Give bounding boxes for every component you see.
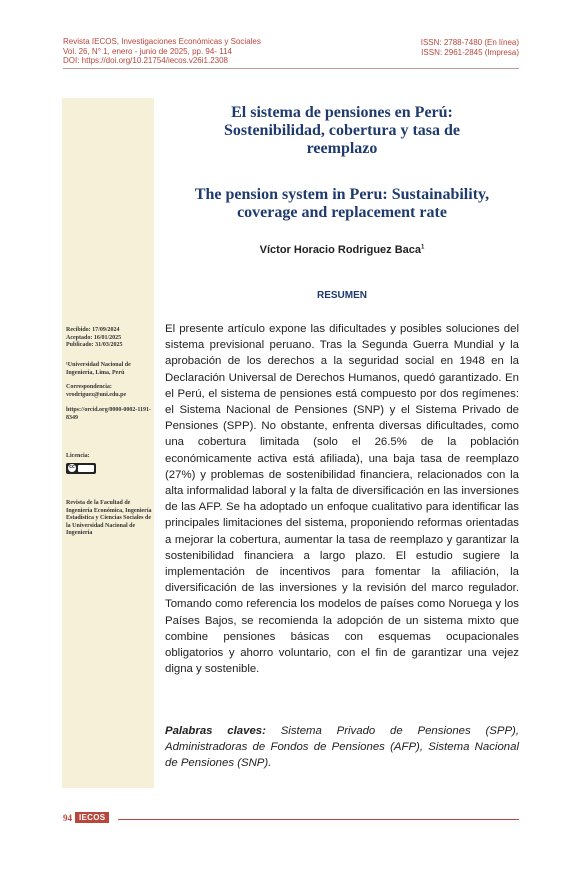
author-name: Víctor Horacio Rodriguez Baca: [259, 244, 422, 256]
title-english: [165, 186, 519, 222]
correspondence-email[interactable]: vrodriguez@uni.edu.pe: [66, 391, 127, 398]
received-date: Recibido: 17/09/2024: [66, 327, 120, 333]
accepted-date: Aceptado: 16/01/2025: [66, 334, 122, 341]
issn-print: ISSN: 2961-2845 (Impresa): [421, 47, 519, 57]
running-header-right: [421, 38, 519, 57]
publisher-text: Revista de la Facultad de Ingeniería Económica, Ingeniería Estadística y Ciencias Sociales de la Universidad Nacional de Ingeniería: [66, 500, 152, 536]
title-es-line: Sostenibilidad, cobertura y tasa de: [223, 122, 460, 139]
sidebar-publisher: [66, 500, 154, 538]
cc-license-badge[interactable]: [66, 463, 96, 474]
affiliation-text: ¹Universidad Nacional de Ingeniería, Lima, Perú: [66, 362, 131, 376]
volume-info: Vol. 26, N° 1, enero - junio de 2025, pp. 94- 114: [63, 46, 232, 56]
title-es-line: El sistema de pensiones en Perú:: [231, 104, 453, 121]
title-es-line: reemplazo: [306, 140, 378, 157]
sidebar-license: [66, 453, 154, 474]
abstract-heading: RESUMEN: [316, 290, 367, 301]
title-spanish: [165, 104, 519, 158]
journal-name: Revista IECOS, Investigaciones Económicas y Sociales: [63, 37, 261, 46]
sidebar-panel: [62, 98, 154, 788]
author-line: [165, 244, 519, 256]
sidebar-correspondence: [66, 384, 154, 399]
doi-link[interactable]: DOI: https://doi.org/10.21754/iecos.v26i1.2308: [63, 56, 228, 65]
page-number: 94: [63, 813, 72, 823]
keywords-text: Sistema Privado de Pensiones (SPP), Administradoras de Fondos de Pensiones (AFP), Sistema Nacional de Pensiones (SNP).: [165, 725, 520, 770]
cc-attribution-icon: [78, 465, 94, 472]
header-divider: [63, 68, 519, 69]
footer-divider: [118, 819, 519, 820]
published-date: Publicado: 31/03/2025: [66, 342, 123, 348]
running-header-left: [63, 37, 261, 66]
keywords-paragraph: [165, 723, 519, 772]
orcid-link[interactable]: https://orcid.org/0000-0002-1191-8349: [66, 407, 152, 421]
title-en-line: coverage and replacement rate: [237, 204, 447, 221]
cc-icon: cc: [69, 464, 75, 471]
author-affiliation-mark: 1: [421, 244, 425, 251]
abstract-body: [165, 321, 519, 677]
sidebar-affiliation: [66, 362, 154, 377]
title-en-line: The pension system in Peru: Sustainability,: [194, 186, 490, 203]
correspondence-label: Correspondencia:: [66, 384, 112, 390]
abstract-text: El presente artículo expone las dificultades y posibles soluciones del sistema previsional peruano. Tras la Segunda Guerra Mundial y la aprobación de los derechos a la seguridad social en 1948 en la Declaración Universal de Derechos Humanos, quedó garantizado. En el Perú, el sistema de pensiones está compuesto por dos regímenes: el Sistema Nacional de Pensiones (SNP) y el Sistema Privado de Pensiones (SPP). No obstante, enfrenta diversas dificultades, como una cobertura limitada (solo el 26.5% de la población económicamente activa está afiliada), una baja tasa de reemplazo (27%) y problemas de sostenibilidad financiera, relacionados con la alta informalidad laboral y la falta de diversificación en las inversiones de las AFP. Se ha adoptado un enfoque cualitativo para identificar las principales limitaciones del sistema, proponiendo reformas orientadas a mejorar la cobertura, aumentar la tasa de reemplazo y garantizar la sostenibilidad financiera a largo plazo. El estudio sugiere la implementación de incentivos para fomentar la afiliación, la diversificación de las inversiones y la revisión del marco regulador. Tomando como referencia los modelos de países como Noruega y los Países Bajos, se recomienda la adopción de un sistema mixto que combine pensiones básicas con esquemas ocupacionales obligatorios y ahorro voluntario, con el fin de garantizar una vejez digna y sostenible.: [165, 323, 519, 676]
issn-online: ISSN: 2788-7480 (En línea): [420, 38, 519, 47]
license-label: Licencia:: [66, 453, 90, 459]
sidebar-orcid: [66, 407, 154, 422]
sidebar-dates: [66, 327, 154, 350]
journal-logo: IECOS: [75, 812, 109, 823]
keywords-label: Palabras claves:: [165, 725, 266, 737]
